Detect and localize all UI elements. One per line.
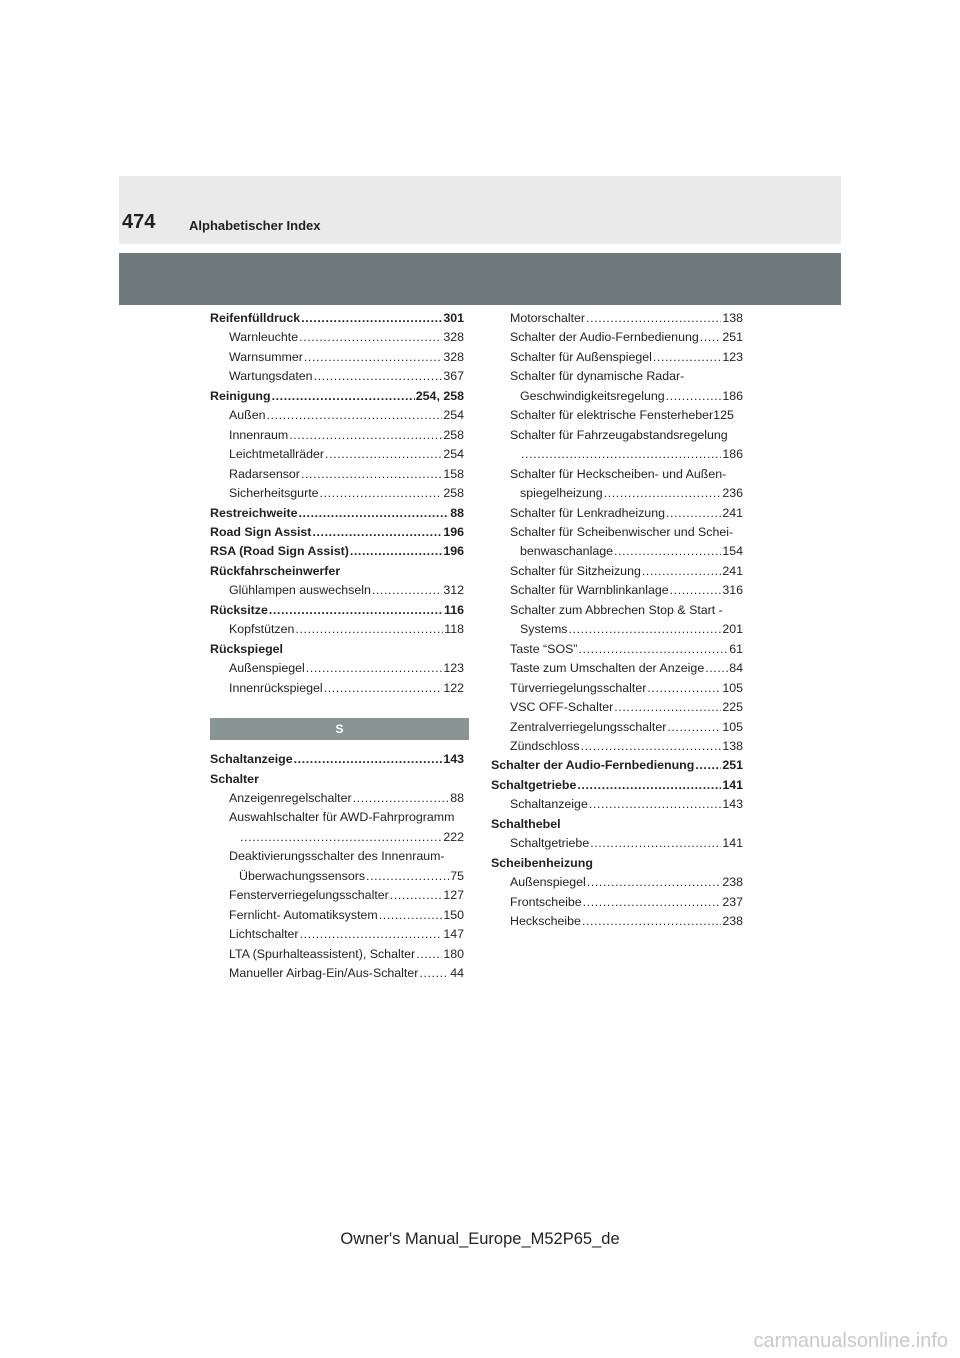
index-entry (491, 834, 743, 853)
index-entry-continuation (229, 867, 464, 886)
index-entry-text: Schaltgetriebe (491, 777, 577, 792)
index-entry-continuation (510, 484, 743, 503)
leader-dots (647, 679, 721, 698)
index-entry (210, 348, 464, 367)
leader-dots (289, 426, 442, 445)
index-entry-line (210, 562, 464, 581)
index-entry-text: Schaltanzeige (510, 797, 588, 812)
index-entry (491, 679, 743, 698)
index-entry-text: LTA (Spurhalteassistent), Schalter (229, 946, 416, 961)
index-entry-text: Rückfahrscheinwerfer (210, 563, 341, 578)
leader-dots (614, 542, 721, 561)
index-entry-page: 236 (722, 486, 743, 501)
leader-dots (578, 640, 728, 659)
index-entry-line (210, 770, 464, 789)
index-entry-text: Road Sign Assist (210, 524, 312, 539)
index-entry-line (510, 873, 743, 892)
index-entry (491, 737, 743, 756)
leader-dots (314, 367, 443, 386)
leader-dots (666, 504, 721, 523)
index-entry-page: 238 (722, 875, 743, 890)
index-entry (491, 815, 743, 834)
leader-dots (301, 465, 442, 484)
index-entry-text: Schalter für Außenspiegel (510, 349, 652, 364)
index-entry-page: 316 (722, 583, 743, 598)
index-entry (210, 847, 464, 886)
leader-dots (670, 581, 722, 600)
index-group-s (210, 750, 464, 983)
index-entry-page: 258 (443, 486, 464, 501)
index-entry-line (510, 504, 743, 523)
index-entry-page: 251 (722, 330, 743, 345)
leader-dots (700, 328, 722, 347)
leader-dots (299, 328, 442, 347)
index-entry-line (491, 776, 743, 795)
index-entry-page: 254 (443, 408, 464, 423)
index-entry (210, 789, 464, 808)
index-entry-page: 150 (443, 907, 464, 922)
leader-dots (614, 698, 721, 717)
index-entry-page: 196 (443, 524, 464, 539)
index-entry-page: 251 (722, 758, 743, 773)
leader-dots (372, 581, 442, 600)
index-entry (491, 328, 743, 347)
index-entry-text: Zentralverriegelungsschalter (510, 719, 667, 734)
index-entry-line (510, 795, 743, 814)
index-entry-text: Anzeigenregelschalter (229, 790, 352, 805)
index-entry-text: Frontscheibe (510, 894, 582, 909)
index-entry (210, 601, 464, 620)
index-entry-continuation (229, 828, 464, 847)
index-entry-line (229, 620, 464, 639)
index-entry (491, 581, 743, 600)
leader-dots (581, 737, 722, 756)
index-entry-line (210, 601, 464, 620)
index-entry-text: Reifenfülldruck (210, 311, 301, 325)
index-group-r (210, 309, 464, 698)
leader-dots (390, 886, 443, 905)
index-group-s-continued (491, 309, 743, 932)
index-entry-line (491, 756, 743, 775)
index-entry-text: Außenspiegel (510, 875, 586, 890)
leader-dots (325, 445, 442, 464)
leader-dots (577, 776, 721, 795)
index-entry-text: Außen (229, 408, 266, 423)
index-entry-line (510, 367, 743, 386)
index-entry-text: VSC OFF-Schalter (510, 700, 614, 715)
index-entry-line (510, 426, 743, 445)
index-entry-line (229, 789, 464, 808)
index-entry-page: 88 (450, 505, 464, 520)
leader-dots (301, 309, 442, 328)
index-entry-text: Scheibenheizung (491, 855, 593, 870)
index-entry-line (229, 886, 464, 905)
index-entry-line (210, 523, 464, 542)
leader-dots (306, 659, 443, 678)
index-entry-page: 186 (722, 388, 743, 403)
index-entry-page: 201 (722, 622, 743, 637)
leader-dots (586, 309, 721, 328)
index-entry (210, 620, 464, 639)
index-entry-page: 127 (443, 888, 464, 903)
leader-dots (312, 523, 442, 542)
index-entry-line (229, 426, 464, 445)
index-entry-page: 312 (443, 583, 464, 598)
index-entry-line (510, 698, 743, 717)
index-entry (491, 640, 743, 659)
index-entry-text: Taste “SOS” (510, 641, 578, 656)
index-entry-text: Heckscheibe (510, 914, 581, 929)
index-entry (491, 854, 743, 873)
index-entry-page: 222 (443, 829, 464, 844)
index-entry-continuation-text: Überwachungssensors (239, 868, 366, 883)
index-entry (491, 698, 743, 717)
index-entry-line (229, 906, 464, 925)
index-entry-line (229, 406, 464, 425)
index-entry-line (210, 640, 464, 659)
index-entry-text: Lichtschalter (229, 927, 299, 942)
index-entry-line (229, 367, 464, 386)
leader-dots (583, 893, 722, 912)
index-entry-text: Außenspiegel (229, 661, 305, 676)
index-entry-text: RSA (Road Sign Assist) (210, 544, 349, 559)
index-entry-page: 118 (444, 622, 464, 637)
index-entry-page: 143 (443, 752, 464, 767)
leader-dots (304, 348, 442, 367)
index-entry-line (229, 808, 464, 827)
index-entry-line (491, 815, 743, 834)
leader-dots (320, 484, 443, 503)
index-entry-line (510, 893, 743, 912)
index-entry-text: Schalter (210, 771, 259, 786)
index-entry (210, 484, 464, 503)
index-entry-text: Radarsensor (229, 466, 300, 481)
index-entry-line (510, 737, 743, 756)
index-entry-page: 254 (443, 447, 464, 462)
index-entry-page: 238 (722, 914, 743, 929)
page-number: 474 (122, 211, 156, 233)
index-entry-page: 123 (443, 661, 464, 676)
leader-dots (272, 387, 415, 406)
index-entry-line (510, 912, 743, 931)
index-entry-text: Reinigung (210, 388, 271, 403)
leader-dots (604, 484, 722, 503)
leader-dots (366, 867, 449, 886)
index-entry (210, 309, 464, 328)
index-entry-page: 105 (722, 680, 743, 695)
index-entry-text: Schaltgetriebe (510, 836, 590, 851)
watermark: carmanualsonline.info (753, 1330, 948, 1352)
index-entry-text: Glühlampen auswechseln (229, 583, 371, 598)
index-entry-page: 301 (443, 311, 464, 325)
index-entry (491, 718, 743, 737)
index-entry-line (229, 847, 464, 866)
index-entry (210, 562, 464, 581)
leader-dots (298, 504, 449, 523)
index-entry-text: Schalter für elektrische Fensterheber (510, 408, 714, 423)
index-entry-page: 328 (443, 330, 464, 345)
index-entry-text: Rückspiegel (210, 641, 283, 656)
index-entry-text: Leichtmetallräder (229, 447, 325, 462)
leader-dots (240, 828, 442, 847)
leader-dots (695, 756, 721, 775)
index-entry-line (210, 542, 464, 561)
leader-dots (589, 795, 721, 814)
index-entry-line (210, 750, 464, 769)
index-entry (210, 581, 464, 600)
index-entry (210, 504, 464, 523)
index-entry-text: Schalter zum Abbrechen Stop & Start - (510, 602, 723, 617)
index-entry (491, 893, 743, 912)
leader-dots (587, 873, 722, 892)
index-entry-line (510, 406, 743, 425)
leader-dots (379, 906, 443, 925)
index-entry-page: 138 (722, 311, 743, 325)
leader-dots (705, 659, 728, 678)
index-entry-page: 123 (722, 349, 743, 364)
index-entry-text: Schalter für Warnblinkanlage (510, 583, 669, 598)
leader-dots (569, 620, 722, 639)
leader-dots (666, 387, 722, 406)
index-entry-line (229, 328, 464, 347)
index-entry (491, 348, 743, 367)
index-entry-page: 141 (722, 836, 743, 851)
index-entry-text: Manueller Airbag-Ein/Aus-Schalter (229, 966, 419, 981)
index-entry (210, 964, 464, 983)
index-entry-page: 105 (722, 719, 743, 734)
index-entry-text: Auswahlschalter für AWD-Fahrprogramm (229, 810, 455, 825)
index-entry (491, 912, 743, 931)
index-entry-text: Schalter der Audio-Fernbedienung (510, 330, 699, 345)
index-entry-text: Türverriegelungsschalter (510, 680, 647, 695)
index-entry-text: Fernlicht- Automatiksystem (229, 907, 378, 922)
index-entry-line (229, 465, 464, 484)
index-entry-line (510, 465, 743, 484)
leader-dots (353, 789, 450, 808)
index-entry-page: 138 (722, 738, 743, 753)
index-entry-line (229, 945, 464, 964)
index-entry-continuation-text: Geschwindigkeitsregelung (520, 388, 665, 403)
index-entry-continuation-text: Systems (520, 622, 568, 637)
index-entry-text: Schalter für Heckscheiben- und Außen- (510, 466, 727, 481)
leader-dots (300, 925, 443, 944)
index-entry-line (229, 964, 464, 983)
index-entry (491, 756, 743, 775)
index-entry-page: 225 (722, 700, 743, 715)
index-entry-page: 61 (729, 641, 743, 656)
index-entry (210, 659, 464, 678)
leader-dots (667, 718, 721, 737)
index-entry (210, 523, 464, 542)
index-entry-line (229, 581, 464, 600)
leader-dots (642, 562, 721, 581)
index-entry (210, 945, 464, 964)
leader-dots (295, 620, 443, 639)
index-entry-text: Warnleuchte (229, 330, 299, 345)
index-entry-continuation (510, 620, 743, 639)
index-entry-text: Schalter für Sitzheizung (510, 563, 641, 578)
index-entry (491, 601, 743, 640)
index-entry-page: 141 (722, 777, 743, 792)
index-entry (491, 309, 743, 328)
index-entry-page: 158 (443, 466, 464, 481)
index-entry (210, 906, 464, 925)
index-entry-line (510, 581, 743, 600)
index-entry-line (510, 309, 743, 328)
index-entry (210, 750, 464, 769)
index-entry (491, 426, 743, 465)
index-entry-page: 186 (722, 447, 743, 462)
index-entry-text: Warnsummer (229, 349, 303, 364)
index-entry-line (229, 925, 464, 944)
index-entry (491, 367, 743, 406)
index-entry (491, 795, 743, 814)
index-entry-continuation (510, 387, 743, 406)
index-entry (210, 465, 464, 484)
index-entry-line (510, 679, 743, 698)
index-entry (210, 387, 464, 406)
index-entry-page: 125 (713, 408, 734, 423)
index-column-right (491, 309, 743, 932)
index-entry-line (210, 504, 464, 523)
index-entry (210, 679, 464, 698)
index-entry-text: Kopfstützen (229, 622, 295, 637)
index-entry-page: 154 (722, 544, 743, 559)
index-entry-line (510, 562, 743, 581)
index-entry-page: 180 (443, 946, 464, 961)
index-entry-text: Wartungsdaten (229, 369, 313, 384)
index-entry-page: 88 (450, 790, 464, 805)
index-entry (210, 640, 464, 659)
index-entry (210, 406, 464, 425)
index-entry (210, 426, 464, 445)
leader-dots (269, 601, 443, 620)
index-entry-text: Fensterverriegelungsschalter (229, 888, 389, 903)
index-entry-page: 75 (450, 868, 464, 883)
index-entry-line (229, 445, 464, 464)
index-entry (491, 465, 743, 504)
index-entry (210, 542, 464, 561)
leader-dots (350, 542, 442, 561)
index-entry-continuation-text: benwaschanlage (520, 544, 614, 559)
index-entry-line (229, 659, 464, 678)
index-entry-line (491, 854, 743, 873)
index-entry-page: 116 (444, 602, 464, 617)
leader-dots (590, 834, 721, 853)
index-entry-page: 254, 258 (415, 388, 464, 403)
index-entry-text: Schalter der Audio-Fernbedienung (491, 758, 695, 773)
index-entry (491, 523, 743, 562)
leader-dots (324, 679, 443, 698)
index-entry-line (229, 679, 464, 698)
index-entry-text: Rücksitze (210, 602, 268, 617)
index-entry (491, 504, 743, 523)
section-banner (119, 253, 841, 305)
index-entry-line (510, 601, 743, 620)
index-entry-text: Zündschloss (510, 738, 580, 753)
index-entry (491, 406, 743, 425)
index-entry (210, 367, 464, 386)
index-entry (210, 886, 464, 905)
header-bar (119, 176, 841, 244)
footer-manual-id: Owner's Manual_Europe_M52P65_de (340, 1230, 620, 1248)
index-entry-page: 367 (443, 369, 464, 384)
index-entry-page: 84 (729, 661, 743, 676)
index-entry (210, 445, 464, 464)
index-entry-line (510, 834, 743, 853)
index-entry-continuation (510, 445, 743, 464)
index-entry-line (510, 328, 743, 347)
index-entry-text: Schalthebel (491, 816, 561, 831)
index-entry-page: 241 (722, 505, 743, 520)
letter-heading-s: S (210, 718, 469, 740)
index-entry (491, 776, 743, 795)
index-entry (491, 659, 743, 678)
leader-dots (416, 945, 442, 964)
index-entry-continuation-text: spiegelheizung (520, 486, 603, 501)
index-entry-page: 196 (443, 544, 464, 559)
index-entry-page: 237 (722, 894, 743, 909)
index-entry-page: 258 (443, 427, 464, 442)
index-entry-line (229, 484, 464, 503)
index-entry-text: Schalter für Fahrzeugabstandsregelung (510, 427, 728, 442)
index-entry-text: Restreichweite (210, 505, 298, 520)
index-entry-page: 147 (443, 927, 464, 942)
leader-dots (653, 348, 721, 367)
index-entry (491, 873, 743, 892)
index-entry (210, 808, 464, 847)
index-entry-text: Deaktivierungsschalter des Innenraum- (229, 849, 445, 864)
index-entry (210, 328, 464, 347)
index-entry-line (510, 659, 743, 678)
index-entry-line (210, 309, 464, 328)
index-entry-line (229, 348, 464, 367)
leader-dots (521, 445, 721, 464)
index-entry-page: 44 (450, 966, 464, 981)
index-entry (210, 925, 464, 944)
index-entry-line (510, 718, 743, 737)
index-entry-line (510, 640, 743, 659)
index-entry-text: Schaltanzeige (210, 752, 293, 767)
index-entry-text: Taste zum Umschalten der Anzeige (510, 661, 705, 676)
index-column-left (210, 309, 464, 984)
index-entry-line (510, 348, 743, 367)
index-entry-text: Motorschalter (510, 311, 586, 325)
index-entry-text: Schalter für Scheibenwischer und Schei- (510, 524, 734, 539)
index-entry-page: 122 (443, 680, 464, 695)
leader-dots (419, 964, 449, 983)
index-entry-page: 241 (722, 563, 743, 578)
leader-dots (267, 406, 443, 425)
leader-dots (582, 912, 721, 931)
index-entry-text: Innenrückspiegel (229, 680, 323, 695)
index-entry (491, 562, 743, 581)
index-entry-continuation (510, 542, 743, 561)
index-entry-line (210, 387, 464, 406)
index-entry-text: Schalter für Lenkradheizung (510, 505, 665, 520)
index-entry (210, 770, 464, 789)
index-entry-text: Schalter für dynamische Radar- (510, 369, 685, 384)
index-entry-page: 143 (722, 797, 743, 812)
index-entry-page: 328 (443, 349, 464, 364)
index-entry-text: Innenraum (229, 427, 289, 442)
index-entry-text: Sicherheitsgurte (229, 486, 319, 501)
section-title: Alphabetischer Index (189, 218, 321, 233)
index-entry-line (510, 523, 743, 542)
leader-dots (294, 750, 443, 769)
